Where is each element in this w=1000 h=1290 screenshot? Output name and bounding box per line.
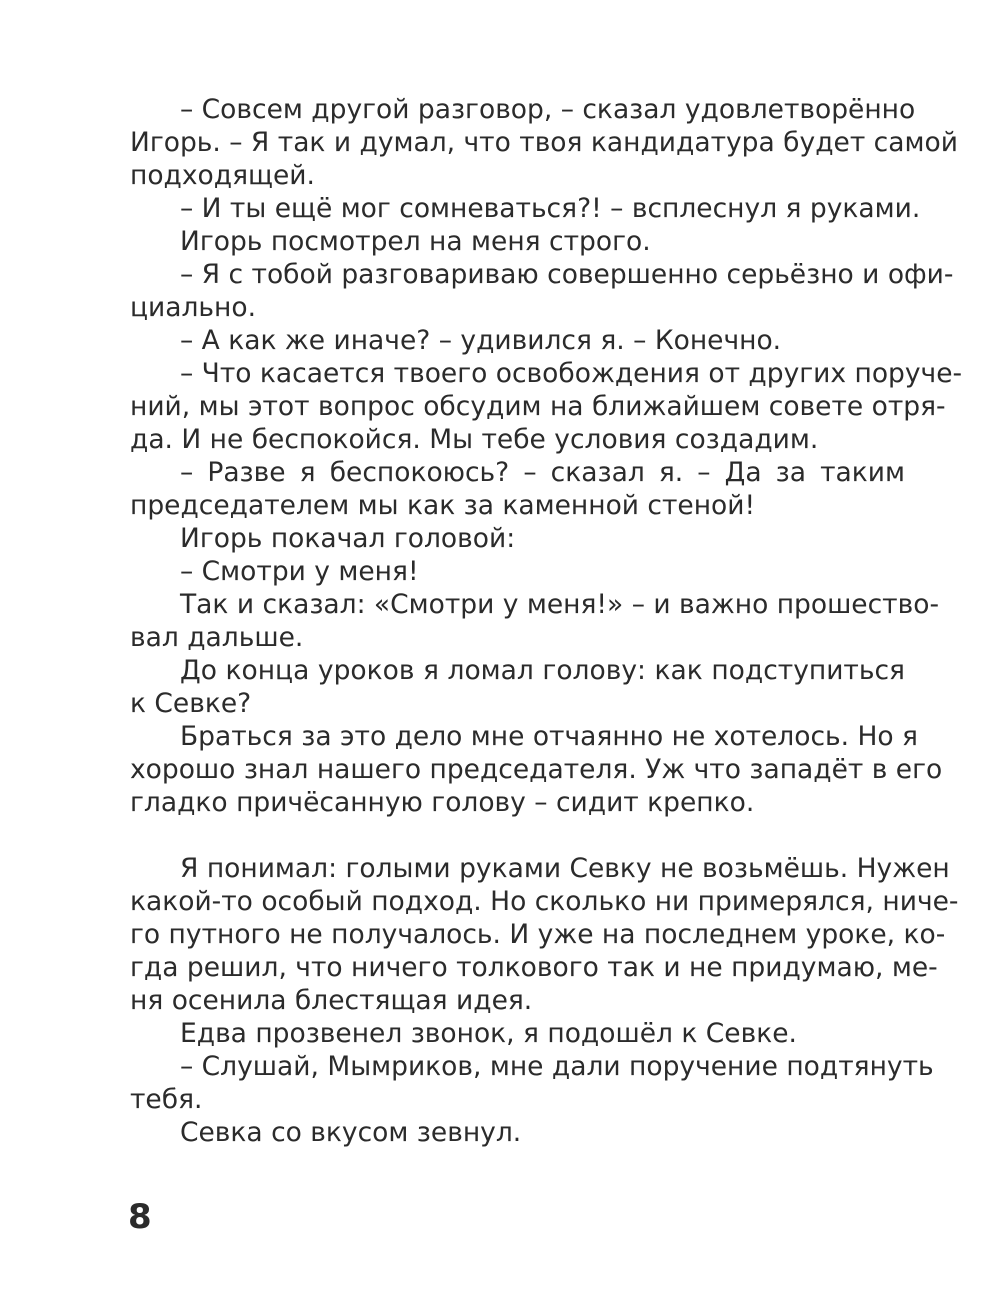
text-line: – А как же иначе? – удивился я. – Конечно. (180, 325, 782, 356)
text-line: Так и сказал: «Смотри у меня!» – и важно прошество- (180, 589, 940, 620)
text-line: Я понимал: голыми руками Севку не возьмёшь. Нужен (180, 853, 950, 884)
text-line: Игорь посмотрел на меня строго. (180, 226, 651, 257)
page-number: 8 (128, 1197, 152, 1237)
text-line: вал дальше. (130, 622, 304, 653)
section-break (130, 819, 905, 852)
text-line: какой-то особый подход. Но сколько ни примерялся, ниче- (130, 886, 959, 917)
text-line: да. И не беспокойся. Мы тебе условия создадим. (130, 424, 819, 455)
text-line: тебя. (130, 1084, 203, 1115)
book-page-text (130, 93, 963, 1149)
text-line: к Севке? (130, 688, 252, 719)
text-line: хорошо знал нашего председателя. Уж что западёт в его (130, 754, 943, 785)
text-line: Браться за это дело мне отчаянно не хотелось. Но я (180, 721, 919, 752)
text-line: подходящей. (130, 160, 315, 191)
text-line: гладко причёсанную голову – сидит крепко. (130, 787, 755, 818)
text-line: Севка со вкусом зевнул. (180, 1117, 522, 1148)
text-line: – Я с тобой разговариваю совершенно серьёзно и офи- (180, 259, 954, 290)
text-line: циально. (130, 292, 257, 323)
text-line: Едва прозвенел звонок, я подошёл к Севке. (180, 1018, 797, 1049)
text-line: – Смотри у меня! (180, 556, 419, 587)
text-line: – Совсем другой разговор, – сказал удовлетворённо (180, 94, 916, 125)
text-line: Игорь. – Я так и думал, что твоя кандидатура будет самой (130, 127, 958, 158)
text-line: – Слушай, Мымриков, мне дали поручение подтянуть (180, 1051, 934, 1082)
text-line: – Разве я беспокоюсь? – сказал я. – Да за таким (180, 457, 905, 488)
text-line: ний, мы этот вопрос обсудим на ближайшем совете отря- (130, 391, 946, 422)
text-line: председателем мы как за каменной стеной! (130, 490, 756, 521)
text-line: До конца уроков я ломал голову: как подступиться (180, 655, 905, 686)
text-line: гда решил, что ничего толкового так и не придумаю, ме- (130, 952, 938, 983)
text-line: – И ты ещё мог сомневаться?! – всплеснул я руками. (180, 193, 921, 224)
text-line: го путного не получалось. И уже на последнем уроке, ко- (130, 919, 946, 950)
text-line: – Что касается твоего освобождения от других поруче- (180, 358, 963, 389)
text-line: ня осенила блестящая идея. (130, 985, 533, 1016)
text-line: Игорь покачал головой: (180, 523, 516, 554)
